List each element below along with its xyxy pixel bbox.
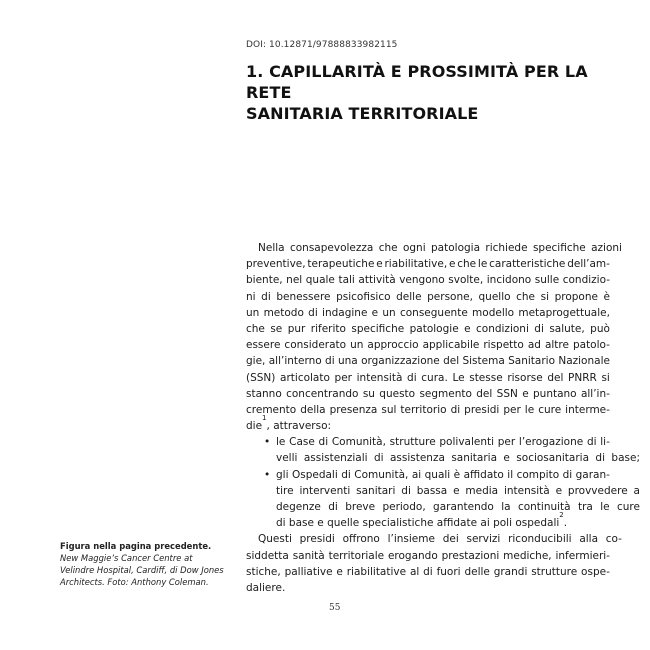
word: di [407, 371, 417, 384]
word: stanno [246, 387, 282, 400]
word: dei [442, 533, 459, 546]
text-line [246, 531, 622, 547]
word: riferito [310, 322, 346, 335]
word: modello [472, 306, 515, 319]
word: specifiche [532, 242, 586, 254]
word: di [595, 452, 606, 465]
word: e [336, 565, 343, 578]
word: e [453, 484, 460, 497]
word: metaprogettuale, [518, 306, 610, 319]
word: di [341, 468, 351, 481]
word: pur [287, 322, 306, 335]
text-line [246, 499, 640, 515]
text-line [246, 353, 610, 369]
word: che [516, 290, 536, 303]
paragraph-1 [246, 240, 622, 434]
word: svolte, [448, 274, 484, 287]
word: e [464, 322, 471, 335]
text-line [246, 511, 610, 531]
word: cure [616, 501, 640, 513]
word: è [603, 290, 610, 303]
word: puntano [533, 387, 577, 400]
word: se [270, 322, 283, 335]
word: Ospedali [291, 468, 338, 481]
word: le [276, 436, 286, 449]
word: degenze [276, 501, 321, 513]
word: dell’am- [567, 258, 610, 271]
word: presidi [464, 403, 500, 416]
word: riabilitative [346, 565, 407, 578]
text-line [246, 564, 610, 580]
word: su [362, 387, 375, 400]
word: salute, [549, 322, 585, 335]
text-fragment [276, 434, 610, 450]
text-line [246, 240, 622, 256]
text-fragment: . [563, 517, 568, 530]
word: essere [246, 339, 281, 352]
word: intensità [356, 371, 403, 384]
caption-label: Figura nella pagina precedente. [60, 541, 212, 551]
word: erogando [387, 549, 438, 562]
word: preventive, [246, 258, 306, 271]
word: l’insieme [387, 533, 435, 546]
word: quello [478, 290, 511, 303]
word: Questi [258, 533, 292, 546]
word: Nazionale [558, 355, 610, 368]
word: di [328, 501, 338, 513]
word: ospe- [581, 565, 610, 578]
word: garantendo [433, 501, 494, 513]
word: co- [605, 533, 622, 546]
word: cure [538, 403, 562, 416]
word: SSN [496, 387, 518, 400]
word: stesse [469, 371, 503, 384]
word: si [601, 371, 610, 384]
word: di [423, 565, 433, 578]
text-line [246, 370, 610, 386]
word: stiche, [246, 565, 281, 578]
word: garan- [575, 468, 610, 481]
word: sociosanitaria [516, 452, 590, 465]
word: propone [554, 290, 598, 303]
word: conseguente [399, 306, 468, 319]
word: e [376, 258, 383, 271]
word: provvedere [567, 484, 628, 497]
word: patologia [431, 242, 481, 254]
chapter-title-line-2: SANITARIA TERRITORIALE [246, 104, 479, 123]
word: per [334, 371, 352, 384]
text-line [246, 386, 610, 402]
word: interme- [565, 403, 610, 416]
bullet-icon: • [264, 468, 271, 481]
word: (SSN) [246, 371, 276, 384]
word: e [448, 258, 456, 271]
word: condizioni [476, 322, 529, 335]
word: del [443, 355, 460, 368]
word: siddetta [246, 549, 289, 562]
word: Sistema [462, 355, 505, 368]
page-number: 55 [329, 603, 341, 613]
doi-line: DOI: 10.12871/97888833982115 [246, 40, 398, 50]
text-line [246, 256, 610, 272]
word: infermieri- [555, 549, 610, 562]
word: gli [276, 468, 289, 481]
word: a [633, 484, 640, 497]
word: persone, [427, 290, 473, 303]
word: presidi [299, 533, 335, 546]
word: e [371, 306, 379, 319]
word: si [540, 290, 549, 303]
text-line: daliere. [246, 581, 286, 594]
word: offrono [342, 533, 380, 546]
word: assistenziali [303, 452, 368, 465]
word: periodo, [382, 501, 426, 513]
word: di [586, 436, 597, 449]
bullet-item-ospedali-comunita [246, 467, 640, 532]
word: sanitari [356, 484, 396, 497]
word: tra [577, 501, 593, 513]
word: le [600, 501, 610, 513]
text-line [246, 272, 610, 288]
word: di [450, 403, 461, 416]
word: del [476, 387, 493, 400]
word: territoriale [328, 549, 385, 562]
word: ni [246, 290, 256, 303]
word: della [300, 403, 326, 416]
word: di [308, 306, 318, 319]
word: incidono [486, 274, 532, 287]
word: approccio [367, 339, 419, 352]
text-fragment: di base e quelle specialistiche affidate ai poli ospedali [276, 517, 560, 530]
word: PNRR [568, 371, 597, 384]
word: il [507, 468, 514, 481]
word: un [350, 339, 364, 352]
caption-text: New Maggie’s Cancer Centre at Velindre Hospital, Cardiff, di Dow Jones Architects. Foto: Anthony Coleman. [60, 553, 224, 587]
word: patologie [409, 322, 459, 335]
word: di [534, 322, 544, 335]
word: mediche, [503, 549, 552, 562]
word: un [246, 306, 260, 319]
word: richiede [485, 242, 528, 254]
word: bassa [416, 484, 448, 497]
figure-caption [60, 540, 225, 588]
word: affidato [463, 468, 504, 481]
footnote-ref[interactable]: 2 [559, 511, 564, 520]
word: intensità [503, 484, 550, 497]
word: questo [379, 387, 416, 400]
word: interventi [299, 484, 351, 497]
word: consapevolezza [289, 242, 374, 254]
word: organizzazione [361, 355, 440, 368]
word: di [562, 468, 573, 481]
footnote-ref[interactable]: 1 [262, 414, 267, 423]
bullet-line [246, 434, 610, 450]
word: un [382, 306, 396, 319]
bullet-icon: • [264, 436, 271, 449]
word: all’in- [580, 387, 610, 400]
word: psicofisico [336, 290, 391, 303]
word: polivalenti [439, 436, 495, 449]
word: cremento [246, 403, 297, 416]
word: Comunità, [331, 436, 386, 449]
word: e [522, 387, 529, 400]
word: sulle [534, 274, 560, 287]
word: biente, [246, 274, 283, 287]
word: assistenza [389, 452, 445, 465]
word: sul [381, 403, 397, 416]
word: presenza [329, 403, 378, 416]
word: prestazioni [441, 549, 500, 562]
text-line [246, 414, 610, 434]
word: sanitaria [451, 452, 498, 465]
word: azioni [591, 242, 622, 254]
word: e [503, 452, 510, 465]
word: attività [358, 274, 396, 287]
word: rispetto [483, 339, 524, 352]
word: quale [305, 274, 335, 287]
word: riconducibili [508, 533, 572, 546]
chapter-title [246, 61, 616, 124]
word: di [373, 452, 384, 465]
word: quali [424, 468, 451, 481]
word: la [501, 501, 511, 513]
word: condizio- [562, 274, 610, 287]
word: una [337, 355, 358, 368]
word: segmento [419, 387, 472, 400]
text-line [246, 548, 610, 564]
word: delle [464, 565, 490, 578]
word: che [246, 322, 265, 335]
word: articolato [280, 371, 330, 384]
word: benessere [276, 290, 331, 303]
word: strutture [389, 436, 436, 449]
word: del [547, 371, 564, 384]
body-text [246, 240, 640, 596]
word: all’interno [268, 355, 322, 368]
word: indagine [322, 306, 368, 319]
word: vengono [399, 274, 445, 287]
word: patolo- [572, 339, 610, 352]
word: considerato [284, 339, 347, 352]
word: di [401, 484, 411, 497]
word: tire [276, 484, 294, 497]
word: servizi [466, 533, 501, 546]
word: tali [338, 274, 355, 287]
text-line [246, 321, 610, 337]
text-fragment: , attraverso: [266, 420, 332, 433]
word: l’erogazione [518, 436, 584, 449]
word: Comunità, [354, 468, 409, 481]
word: base; [611, 452, 640, 465]
word: Nella [258, 242, 285, 254]
word: al [409, 565, 420, 578]
text-line [246, 305, 610, 321]
word: Case [289, 436, 315, 449]
word: palliative [284, 565, 333, 578]
word: di [325, 355, 335, 368]
word: specifiche [351, 322, 405, 335]
word: ogni [402, 242, 426, 254]
word: nel [286, 274, 303, 287]
word: è [453, 468, 461, 481]
word: compito [516, 468, 560, 481]
text-fragment: die [246, 420, 263, 433]
paragraph-2 [246, 531, 622, 596]
word: riabilitative, [384, 258, 448, 271]
text-line [246, 337, 610, 353]
text-line [246, 450, 640, 466]
word: Le [452, 371, 465, 384]
word: terapeutiche [307, 258, 375, 271]
word: può [590, 322, 610, 335]
word: ai [411, 468, 422, 481]
word: territorio [400, 403, 447, 416]
text-fragment [276, 467, 610, 483]
word: concentrando [286, 387, 359, 400]
word: e [555, 484, 563, 497]
word: continuità [517, 501, 571, 513]
word: di [261, 290, 271, 303]
word: le [477, 258, 488, 271]
word: delle [396, 290, 422, 303]
bullet-item-case-comunita [246, 434, 640, 466]
chapter-title-line-1: 1. CAPILLARITÀ E PROSSIMITÀ PER LA RETE [246, 62, 588, 102]
word: fuori [436, 565, 461, 578]
bullet-line [246, 467, 610, 483]
word: breve [345, 501, 376, 513]
word: per [497, 436, 516, 449]
word: velli [276, 452, 298, 465]
text-line [246, 289, 610, 305]
word: ad [527, 339, 541, 352]
word: metodo [263, 306, 304, 319]
word: alla [579, 533, 599, 546]
word: le [524, 403, 535, 416]
word: li- [600, 436, 610, 449]
word: altre [544, 339, 569, 352]
word: grandi [493, 565, 528, 578]
word: caratteristiche [489, 258, 566, 271]
word: risorse [507, 371, 543, 384]
word: che [457, 258, 477, 271]
word: media [465, 484, 499, 497]
word: gie, [246, 355, 266, 368]
text-line [246, 402, 610, 418]
text-line [246, 483, 640, 499]
word: Sanitario [508, 355, 555, 368]
word: strutture [531, 565, 578, 578]
word: che [378, 242, 398, 254]
word: sanità [292, 549, 325, 562]
word: di [318, 436, 329, 449]
word: applicabile [422, 339, 480, 352]
word: cura. [421, 371, 448, 384]
word: per [503, 403, 521, 416]
